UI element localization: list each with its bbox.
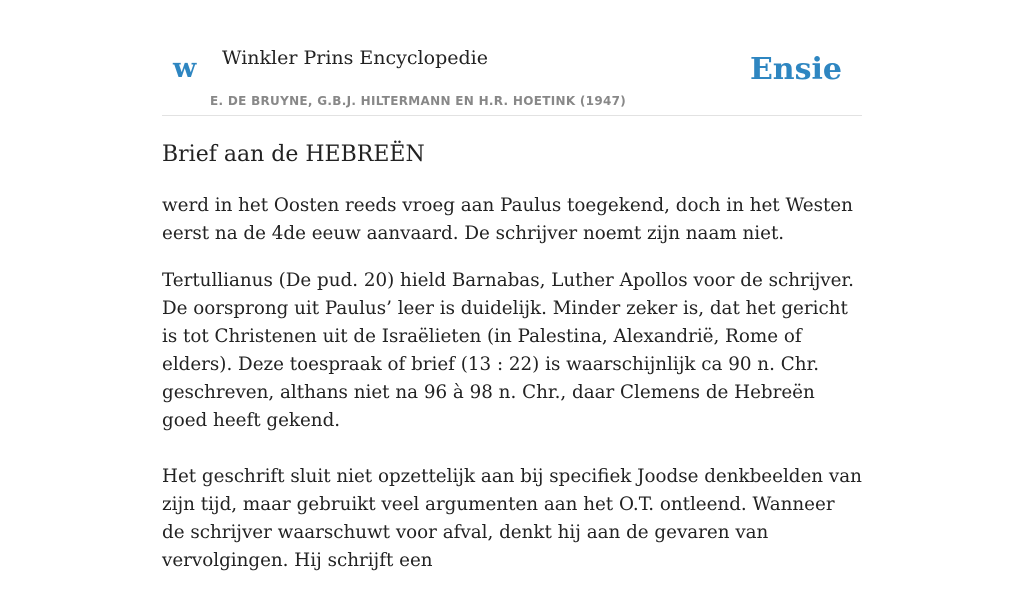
article-paragraph: Het geschrift sluit niet opzettelijk aan bij specifiek Joodse denkbeelden van zijn tijd, maar gebruikt veel argumenten aan het O.T. ontleend. Wanneer de schrijver waarschuwt voor afval, denkt hij aan de gevaren van vervolgingen. Hij schrijft een xyxy=(162,466,862,571)
content-container xyxy=(162,0,862,571)
publication-title[interactable]: Winkler Prins Encyclopedie xyxy=(222,47,488,69)
site-header xyxy=(162,0,862,116)
article-paragraph: werd in het Oosten reeds vroeg aan Paulus toegekend, doch in het Westen eerst na de 4de eeuw aanvaard. De schrijver noemt zijn naam niet. xyxy=(162,195,853,244)
publication-authors: E. DE BRUYNE, G.B.J. HILTERMANN EN H.R. HOETINK (1947) xyxy=(210,94,627,108)
article-body xyxy=(162,192,862,594)
ensie-logo[interactable]: Ensie xyxy=(749,52,842,87)
article-paragraph: Tertullianus (De pud. 20) hield Barnabas, Luther Apollos voor de schrijver. De oorsprong uit Paulus’ leer is duidelijk. Minder zeker is, dat het gericht is tot Christenen uit de Israëlieten (in Palestina, Alexandrië, Rome of elders). Deze toespraak of brief (13 : 22) is waarschijnlijk ca 90 n. Chr. geschreven, althans niet na 96 à 98 n. Chr., daar Clemens de Hebreën goed heeft gekend. xyxy=(162,270,854,431)
article-title: Brief aan de HEBREËN xyxy=(162,142,425,167)
publication-logo[interactable]: w xyxy=(173,53,197,84)
